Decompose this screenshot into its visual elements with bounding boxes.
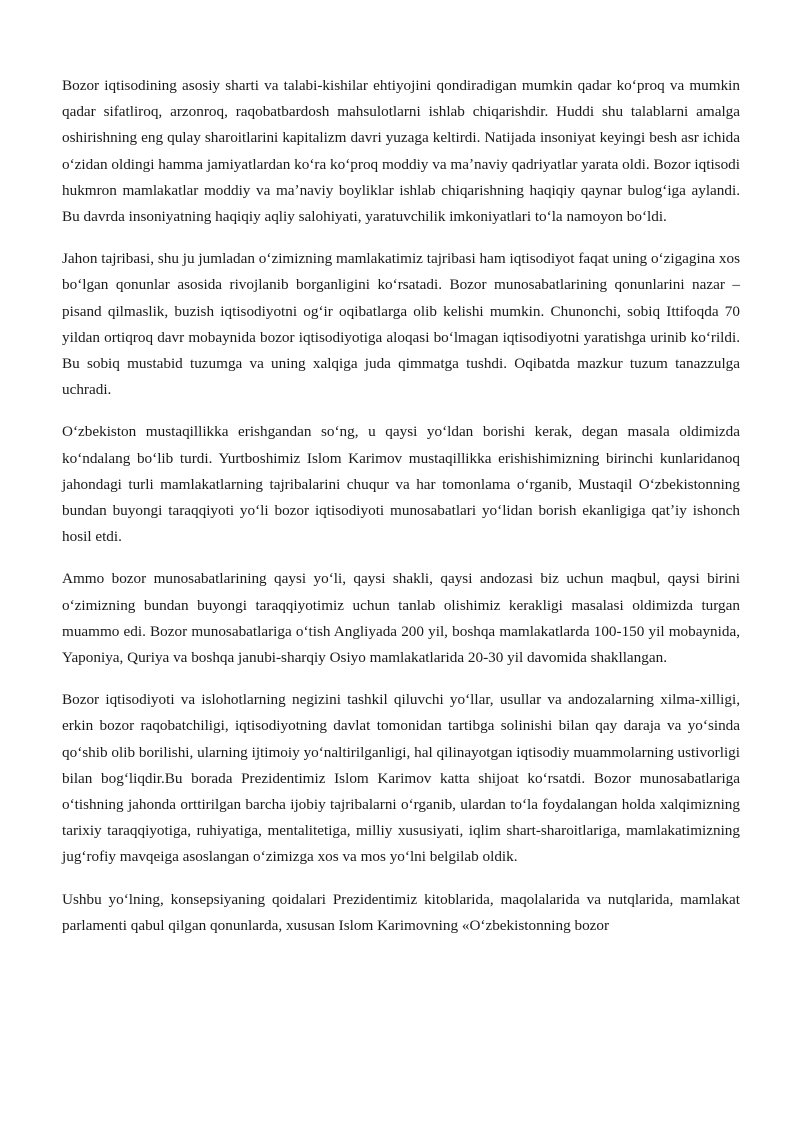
paragraph-1: Bozor iqtisodining asosiy sharti va talabi-kishilar ehtiyojini qondiradigan mumkin qadar koʻproq va mumkin qadar sifatliroq, arzonroq, raqobatbardosh mahsulotlarni ishlab chiqarishdir. Huddi shu talablarni amalga oshirishning eng qulay sharoitlarini kapitalizm davri yuzaga keltirdi. Natijada insoniyat keyingi besh asr ichida oʻzidan oldingi hamma jamiyatlardan koʻra koʻproq moddiy va maʼnaviy qadriyatlar yarata oldi. Bozor iqtisodi hukmron mamlakatlar moddiy va maʼnaviy boyliklar ishlab chiqarishning haqiqiy qaynar bulogʻiga aylandi. Bu davrda insoniyatning haqiqiy aqliy salohiyati, yaratuvchilik imkoniyatlari toʻla namoyon boʻldi. <box>62 77 740 226</box>
paragraph-5: Bozor iqtisodiyoti va islohotlarning negizini tashkil qiluvchi yoʻllar, usullar va andozalarning xilma-xilligi, erkin bozor raqobatchiligi, iqtisodiyotning davlat tomonidan tartibga solinishi bilan qay daraja va yoʻsinda qoʻshib olib borilishi, ularning ijtimoiy yoʻnaltirilganligi, hal qilinayotgan iqtisodiy muammolarning ustivorligi bilan bogʻliqdir.Bu borada Prezidentimiz Islom Karimov katta shijoat koʻrsatdi. Bozor munosabatlariga oʻtishning jahonda orttirilgan barcha ijobiy tajribalarni oʻrganib, ulardan toʻla foydalangan holda xalqimizning tarixiy taraqqiyotiga, ruhiyatiga, mentalitetiga, milliy xususiyati, iqlim shart-sharoitlariga, mamlakatimizning jugʻrofiy mavqeiga asoslangan oʻzimizga xos va mos yoʻlni belgilab oldik. <box>62 691 740 866</box>
paragraph-4: Ammo bozor munosabatlarining qaysi yoʻli, qaysi shakli, qaysi andozasi biz uchun maqbul, qaysi birini oʻzimizning bundan buyongi taraqqiyotimiz uchun tanlab olishimiz kerakligi masalasi oldimizda turgan muammo edi. Bozor munosabatlariga oʻtish Angliyada 200 yil, boshqa mamlakatlarda 100-150 yil mobaynida, Yaponiya, Quriya va boshqa janubi-sharqiy Osiyo mamlakatlarida 20-30 yil davomida shakllangan. <box>62 570 740 667</box>
document-page <box>62 73 740 955</box>
paragraph-3: Oʻzbekiston mustaqillikka erishgandan soʻng, u qaysi yoʻldan borishi kerak, degan masala oldimizda koʻndalang boʻlib turdi. Yurtboshimiz Islom Karimov mustaqillikka erishishimizning birinchi kunlaridanoq jahondagi turli mamlakatlarning tajribalarini chuqur va har tomonlama oʻrganib, Mustaqil Oʻzbekistonning bundan buyongi taraqqiyoti yoʻli bozor iqtisodiyoti munosabatlari yoʻlidan borish ekanligiga qatʼiy ishonch hosil etdi. <box>62 423 740 546</box>
paragraph-2: Jahon tajribasi, shu ju jumladan oʻzimizning mamlakatimiz tajribasi ham iqtisodiyot faqat uning oʻzigagina xos boʻlgan qonunlar asosida rivojlanib borganligini koʻrsatadi. Bozor munosabatlarining qonunlarini nazar – pisand qilmaslik, buzish iqtisodiyotni ogʻir oqibatlarga olib kelishi mumkin. Chunonchi, sobiq Ittifoqda 70 yildan ortiqroq davr mobaynida bozor iqtisodiyotiga aloqasi boʻlmagan iqtisodiyotni yaratishga urinib koʻrildi. Bu sobiq mustabid tuzumga va uning xalqiga juda qimmatga tushdi. Oqibatda mazkur tuzum tanazzulga uchradi. <box>62 250 740 399</box>
paragraph-6: Ushbu yoʻlning, konsepsiyaning qoidalari Prezidentimiz kitoblarida, maqolalarida va nutqlarida, mamlakat parlamenti qabul qilgan qonunlarda, xususan Islom Karimovning «Oʻzbekistonning bozor <box>62 890 740 934</box>
